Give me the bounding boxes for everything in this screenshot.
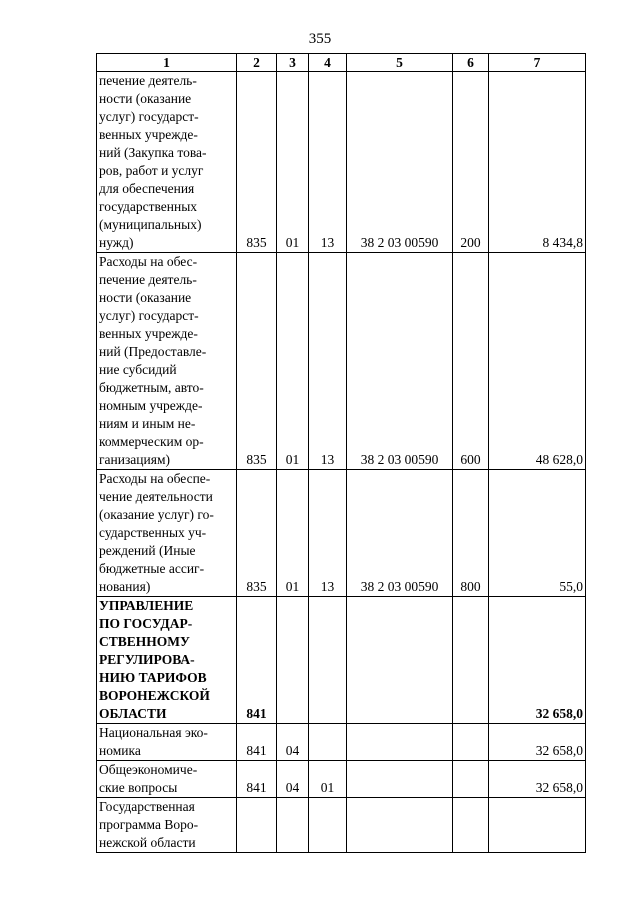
table-row — [97, 253, 586, 470]
table-row — [97, 761, 586, 798]
row-subsection-code: 13 — [309, 72, 347, 253]
row-ministry-code: 835 — [237, 470, 277, 597]
row-amount: 8 434,8 — [489, 72, 586, 253]
row-ministry-code: 835 — [237, 72, 277, 253]
header-col-7: 7 — [489, 54, 586, 72]
row-subsection-code: 13 — [309, 253, 347, 470]
budget-table — [96, 53, 586, 853]
row-expense-type: 200 — [453, 72, 489, 253]
row-subsection-code — [309, 597, 347, 724]
row-section-code: 04 — [277, 761, 309, 798]
row-section-code: 01 — [277, 72, 309, 253]
row-ministry-code: 841 — [237, 761, 277, 798]
row-section-code: 04 — [277, 724, 309, 761]
row-amount: 32 658,0 — [489, 724, 586, 761]
row-section-code — [277, 798, 309, 853]
row-description: печение деятель- ности (оказание услуг) государст- венных учрежде- ний (Закупка това- ров, работ и услуг для обеспечения государственных (муниципальных) нужд) — [97, 72, 237, 253]
row-description: Национальная эко- номика — [97, 724, 237, 761]
row-amount: 32 658,0 — [489, 597, 586, 724]
row-section-code: 01 — [277, 470, 309, 597]
header-col-4: 4 — [309, 54, 347, 72]
header-col-1: 1 — [97, 54, 237, 72]
row-expense-type: 800 — [453, 470, 489, 597]
header-row — [97, 54, 586, 72]
row-expense-type — [453, 761, 489, 798]
row-description: Государственная программа Воро- нежской области — [97, 798, 237, 853]
row-target-code: 38 2 03 00590 — [347, 470, 453, 597]
row-amount: 48 628,0 — [489, 253, 586, 470]
row-expense-type — [453, 597, 489, 724]
row-ministry-code: 835 — [237, 253, 277, 470]
row-description: Расходы на обес- печение деятель- ности (оказание услуг) государст- венных учрежде- ний (Предоставле- ние субсидий бюджетным, авто- номным учрежде- ниям и иным не- коммерческим ор- ганизациям) — [97, 253, 237, 470]
row-section-code — [277, 597, 309, 724]
row-target-code — [347, 724, 453, 761]
header-col-3: 3 — [277, 54, 309, 72]
page-number: 355 — [308, 31, 332, 47]
row-target-code: 38 2 03 00590 — [347, 253, 453, 470]
table-row — [97, 470, 586, 597]
table-row — [97, 798, 586, 853]
row-subsection-code — [309, 724, 347, 761]
row-subsection-code: 01 — [309, 761, 347, 798]
row-expense-type — [453, 798, 489, 853]
row-ministry-code — [237, 798, 277, 853]
row-subsection-code: 13 — [309, 470, 347, 597]
row-amount: 32 658,0 — [489, 761, 586, 798]
table-row — [97, 72, 586, 253]
row-target-code: 38 2 03 00590 — [347, 72, 453, 253]
header-col-2: 2 — [237, 54, 277, 72]
row-amount — [489, 798, 586, 853]
table-row — [97, 597, 586, 724]
row-ministry-code: 841 — [237, 724, 277, 761]
row-expense-type — [453, 724, 489, 761]
table-row — [97, 724, 586, 761]
row-subsection-code — [309, 798, 347, 853]
row-section-code: 01 — [277, 253, 309, 470]
header-col-5: 5 — [347, 54, 453, 72]
row-ministry-code: 841 — [237, 597, 277, 724]
row-target-code — [347, 761, 453, 798]
row-description: УПРАВЛЕНИЕ ПО ГОСУДАР- СТВЕННОМУ РЕГУЛИРОВА- НИЮ ТАРИФОВ ВОРОНЕЖСКОЙ ОБЛАСТИ — [97, 597, 237, 724]
row-target-code — [347, 597, 453, 724]
row-description: Общеэкономиче- ские вопросы — [97, 761, 237, 798]
row-expense-type: 600 — [453, 253, 489, 470]
header-col-6: 6 — [453, 54, 489, 72]
row-amount: 55,0 — [489, 470, 586, 597]
row-description: Расходы на обеспе- чение деятельности (оказание услуг) го- сударственных уч- реждений (Иные бюджетные ассиг- нования) — [97, 470, 237, 597]
row-target-code — [347, 798, 453, 853]
